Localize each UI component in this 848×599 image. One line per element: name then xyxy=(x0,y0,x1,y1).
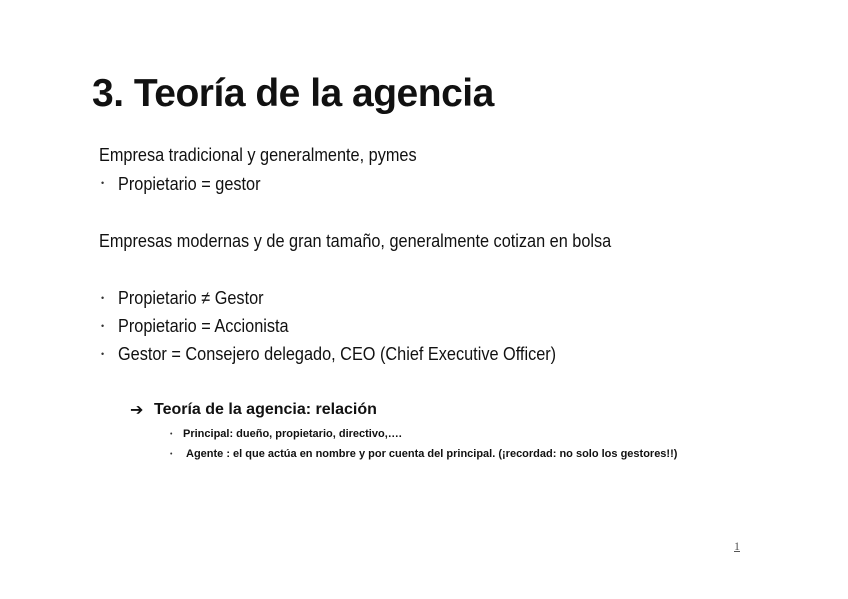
bullet-marker: • xyxy=(170,451,173,458)
bullet-marker: • xyxy=(101,293,105,303)
slide-title: 3. Teoría de la agencia xyxy=(92,72,494,115)
sub-bullet-principal: Principal: dueño, propietario, directivo,…. xyxy=(183,428,402,440)
bullet-owner-equals-manager: Propietario = gestor xyxy=(118,173,261,194)
bullet-manager-ceo: Gestor = Consejero delegado, CEO (Chief Executive Officer) xyxy=(118,343,557,364)
bullet-marker: • xyxy=(101,349,105,359)
subheading-agency-relation: Teoría de la agencia: relación xyxy=(154,401,377,418)
bullet-marker: • xyxy=(101,178,105,188)
bullet-owner-not-manager: Propietario ≠ Gestor xyxy=(118,287,264,308)
bullet-marker: • xyxy=(101,321,105,331)
intro-modern-company: Empresas modernas y de gran tamaño, generalmente cotizan en bolsa xyxy=(99,230,612,251)
page-number: 1 xyxy=(734,539,740,553)
sub-bullet-agent: Agente : el que actúa en nombre y por cuenta del principal. (¡recordad: no solo los gestores!!) xyxy=(186,448,678,460)
arrow-right-icon: ➔ xyxy=(130,402,144,419)
bullet-owner-shareholder: Propietario = Accionista xyxy=(118,315,289,336)
bullet-marker: • xyxy=(170,431,173,438)
intro-traditional-company: Empresa tradicional y generalmente, pymes xyxy=(99,144,417,165)
